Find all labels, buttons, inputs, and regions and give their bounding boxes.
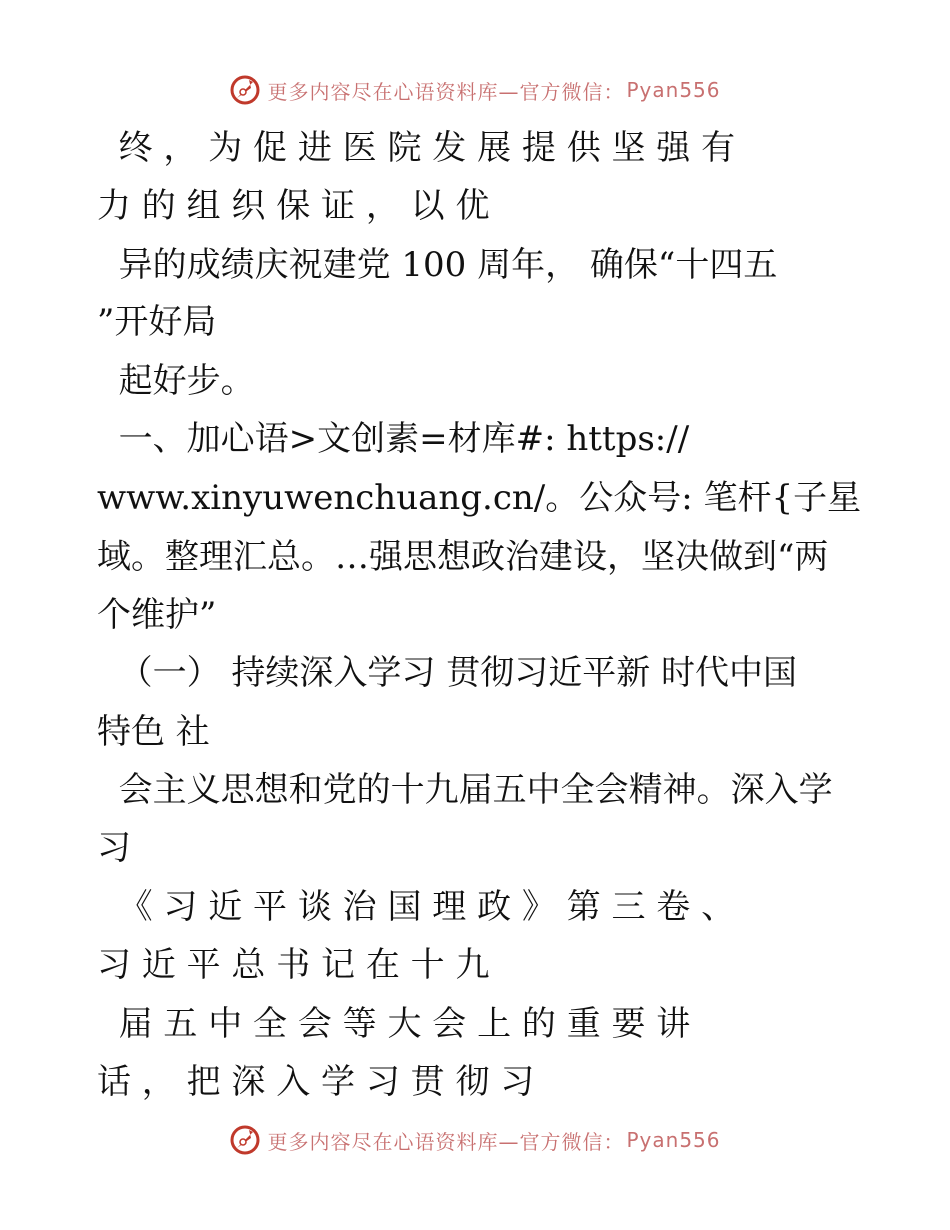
text-line: 习: [97, 828, 131, 868]
text-line: 一、加心语>文创素=材库#: https://: [97, 419, 690, 459]
text-line: 异的成绩庆祝建党 100 周年， 确保“十四五: [97, 245, 778, 285]
text-line: www.xinyuwenchuang.cn/。公众号: 笔杆{子星: [97, 478, 862, 518]
banner-wechat-id: Pyan556: [626, 1128, 721, 1152]
banner-text: 更多内容尽在心语资料库—官方微信：: [267, 1129, 625, 1154]
banner-text: 更多内容尽在心语资料库—官方微信：: [267, 79, 625, 104]
text-line: 《 习 近 平 谈 治 国 理 政 》 第 三 卷 、: [97, 887, 736, 927]
text-line: 个维护”: [97, 595, 217, 635]
header-watermark-banner: [0, 70, 950, 110]
text-line: ”开好局: [97, 302, 217, 342]
text-line: （一） 持续深入学习 贯彻习近平新 时代中国: [97, 653, 798, 693]
text-line: 会主义思想和党的十九届五中全会精神。深入学: [97, 770, 833, 810]
brand-logo-icon: [229, 1124, 261, 1156]
text-line: 起好步。: [97, 361, 255, 401]
text-line: 特色 社: [97, 712, 210, 752]
banner-wechat-id: Pyan556: [626, 78, 721, 102]
text-line: 域。整理汇总。…强思想政治建设，坚决做到“两: [97, 537, 829, 577]
text-line: 话 ， 把 深 入 学 习 贯 彻 习: [97, 1062, 535, 1102]
text-line: 届 五 中 全 会 等 大 会 上 的 重 要 讲: [97, 1004, 691, 1044]
brand-logo-icon: [229, 74, 261, 106]
text-line: 习 近 平 总 书 记 在 十 九: [97, 945, 490, 985]
footer-watermark-banner: [0, 1120, 950, 1160]
text-line: 终 ， 为 促 进 医 院 发 展 提 供 坚 强 有: [97, 128, 736, 168]
text-line: 力 的 组 织 保 证 ， 以 优: [97, 186, 490, 226]
